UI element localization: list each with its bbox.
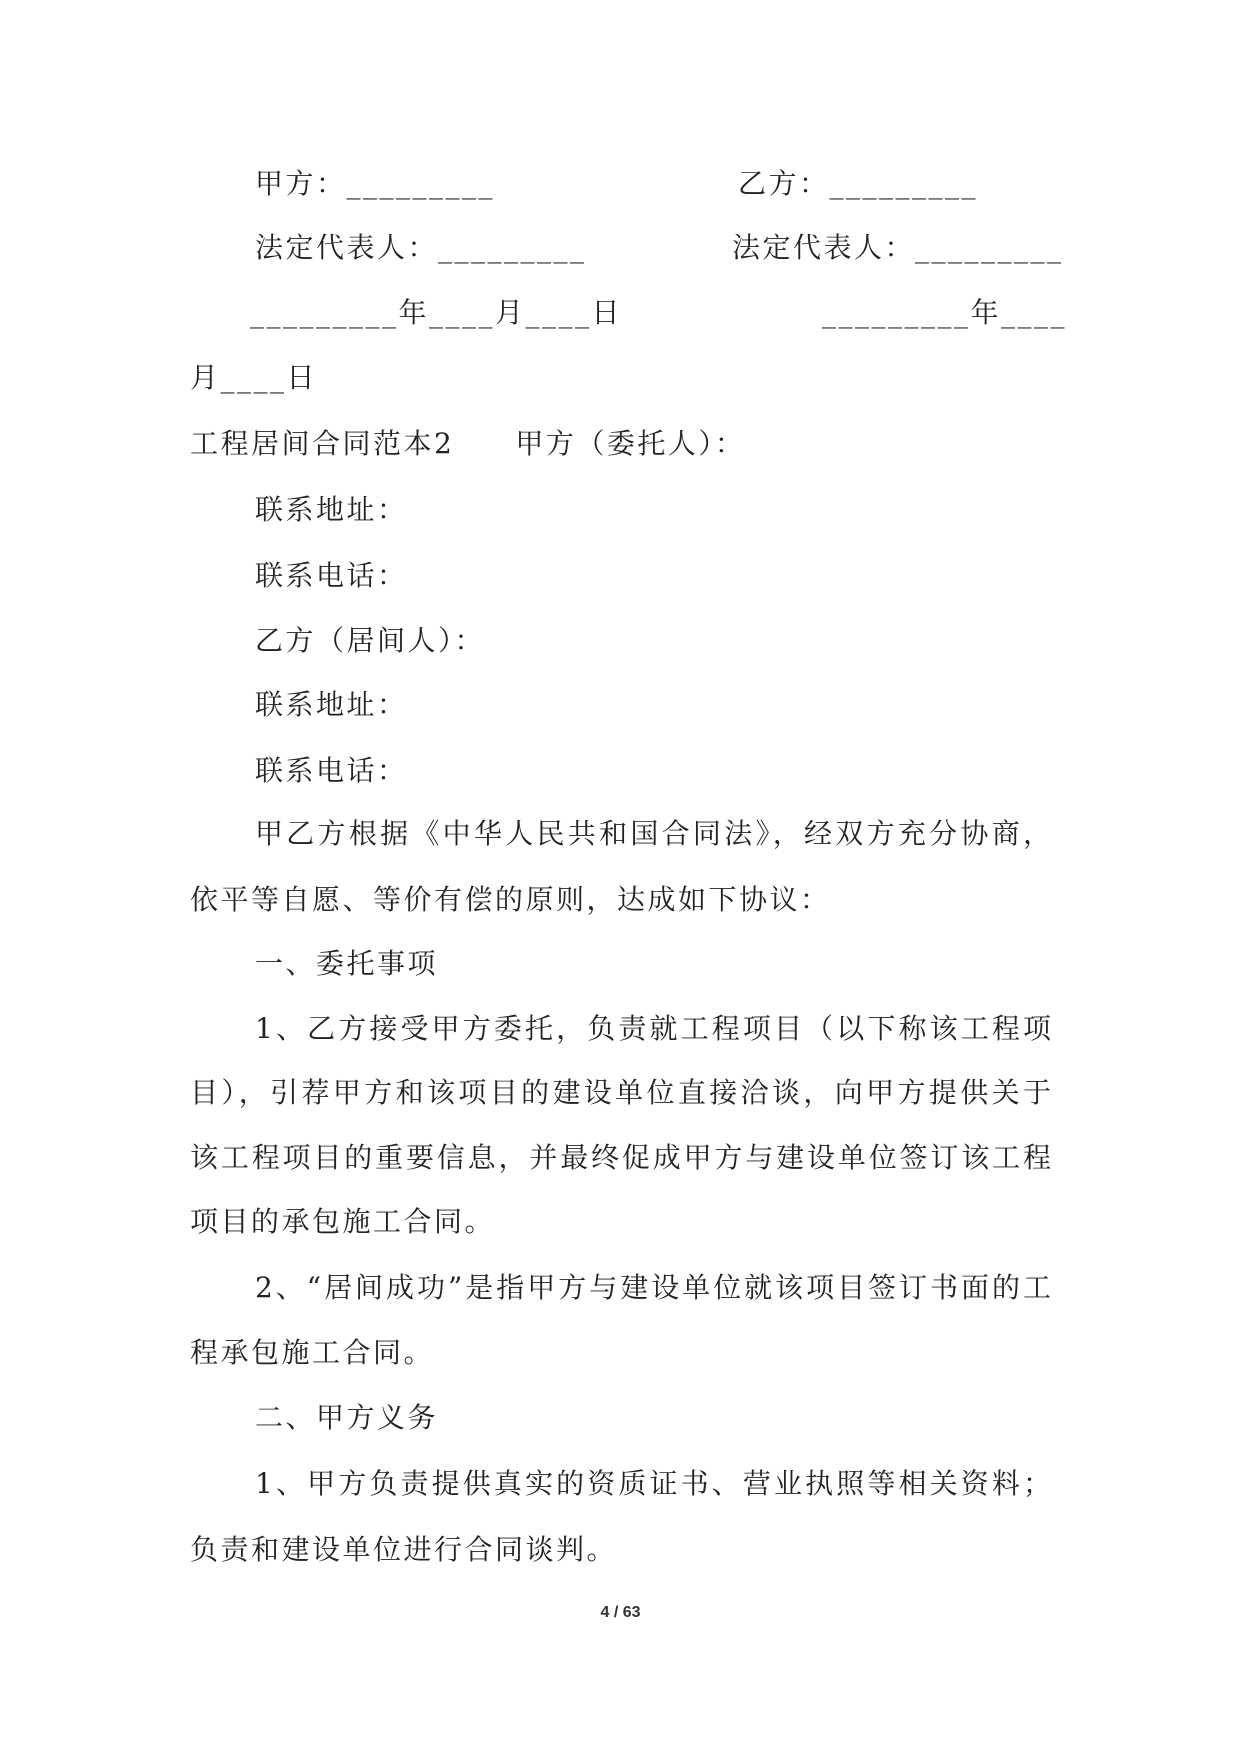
party-b-signature: 乙方：_________ [738, 167, 979, 200]
paragraph-line: 1、甲方负责提供真实的资质证书、营业执照等相关资料； [255, 1467, 1051, 1500]
party-b-date: _________年____ [822, 296, 1068, 329]
paragraph-line: 2、“居间成功”是指甲方与建设单位就该项目签订书面的工 [255, 1271, 1051, 1304]
party-b-phone-label: 联系电话： [255, 754, 408, 787]
party-b-address-label: 联系地址： [255, 688, 408, 721]
paragraph-line: 1、乙方接受甲方委托，负责就工程项目（以下称该工程项 [255, 1012, 1051, 1045]
page-number: 4 / 63 [600, 1604, 641, 1621]
party-b-heading: 乙方（居间人）： [255, 624, 486, 657]
paragraph-line: 程承包施工合同。 [190, 1336, 435, 1369]
paragraph-line: 负责和建设单位进行合同谈判。 [190, 1533, 618, 1566]
paragraph-line: 该工程项目的重要信息，并最终促成甲方与建设单位签订该工程 [190, 1141, 1051, 1174]
party-a-representative: 法定代表人：_________ [255, 231, 587, 264]
paragraph-line: 依平等自愿、等价有偿的原则，达成如下协议： [190, 883, 831, 916]
party-a-signature: 甲方：_________ [255, 167, 496, 200]
party-a-phone-label: 联系电话： [255, 559, 408, 592]
paragraph-line: 项目的承包施工合同。 [190, 1205, 496, 1238]
party-b-representative: 法定代表人：_________ [732, 231, 1064, 264]
party-a-address-label: 联系地址： [255, 493, 408, 526]
party-b-date-continued: 月____日 [190, 361, 318, 394]
section-heading: 一、委托事项 [255, 947, 439, 980]
contract-title-line: 工程居间合同范本2 甲方（委托人）： [190, 427, 746, 460]
section-heading: 二、甲方义务 [255, 1401, 439, 1434]
paragraph-line: 目），引荐甲方和该项目的建设单位直接洽谈，向甲方提供关于 [190, 1076, 1051, 1109]
paragraph-line: 甲乙方根据《中华人民共和国合同法》，经双方充分协商， [255, 817, 1051, 850]
party-a-date: _________年____月____日 [250, 296, 623, 329]
